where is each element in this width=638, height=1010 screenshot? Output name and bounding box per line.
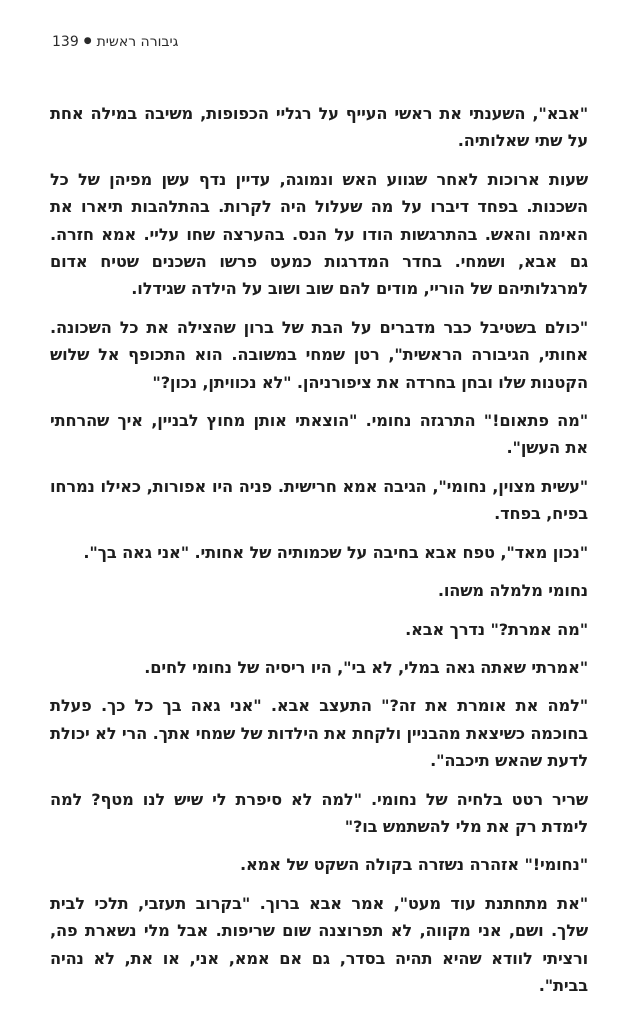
paragraph: "מה אמרת?" נדרך אבא. [405, 619, 588, 639]
paragraph: "למה את אומרת את זה?" התעצב אבא. "אני גאה בך כל כך. פעלת בחוכמה כשיצאת מהבניין ולקחת את הילדות של שמחי אתך. הרי לא יכולת לדעת שהאש תיכבה". [50, 696, 588, 771]
paragraph: "אמרתי שאתה גאה במלי, לא בי", היו ריסיה של נחומי לחים. [144, 657, 588, 677]
paragraph: "אבא", השענתי את ראשי העייף על רגליי הכפופות, משיבה במילה אחת על שתי שאלותיה. [50, 104, 588, 151]
paragraph: "את מתחתנת עוד מעט", אמר אבא ברוך. "בקרוב תעזבי, תלכי לבית שלך. ושם, אני מקווה, לא תפרוצנה שום שריפות. אבל מלי נשארת פה, ורציתי לוודא שהיא תהיה בסדר, גם אם אמא, אני, או את, לא נהיה בבית". [50, 893, 588, 995]
running-header [52, 34, 178, 50]
bullet-separator: ● [83, 36, 92, 46]
paragraph: "מה פתאום!" התרגזה נחומי. "הוצאתי אותן מחוץ לבניין, איך שהרחתי את העשן". [50, 411, 588, 458]
paragraph: נחומי מלמלה משהו. [437, 581, 588, 601]
paragraph: "כולם בשטיבל כבר מדברים על הבת של ברון שהצילה את כל השכונה. אחותי, הגיבורה הראשית", רטן שמחי במשובה. הוא התכופף אל שלוש הקטנות שלו ובחן בחרדה את ציפורניהן. "לא נכוויתן, נכון?" [50, 317, 588, 392]
body-text [50, 100, 588, 1010]
paragraph: "עשית מצוין, נחומי", הגיבה אמא חרישית. פניה היו אפורות, כאילו נמרחו בפיח, בפחד. [50, 476, 588, 524]
page-number: 139 [52, 34, 79, 50]
paragraph: שעות ארוכות לאחר שגווע האש ונמוגה, עדיין נדף עשן מפיהן של כל השכנות. בפחד דיברו על מה שעלול היה לקרות. בהתלהבות תיארו את האימה והאש. בהתרגשות הודו על הנס. בהערצה שחו עליי. אמא חזרה. גם אבא, ושמחי. בחדר המדרגות כמעט פרשו השכנים שטיח אדום למרגלותיהם של הוריי, מודים להם שוב ושוב על הילדה שגידלו. [50, 169, 588, 299]
paragraph: "נכון מאד", טפח אבא בחיבה על שכמותיה של אחותי. "אני גאה בך". [83, 542, 588, 562]
book-title: גיבורה ראשית [96, 34, 179, 50]
paragraph: שריר רטט בלחיה של נחומי. "למה לא סיפרת לי שיש לנו מטף? למה לימדת רק את מלי להשתמש בו?" [50, 789, 588, 836]
paragraph: "נחומי!" אזהרה נשזרה בקולה השקט של אמא. [240, 855, 588, 875]
